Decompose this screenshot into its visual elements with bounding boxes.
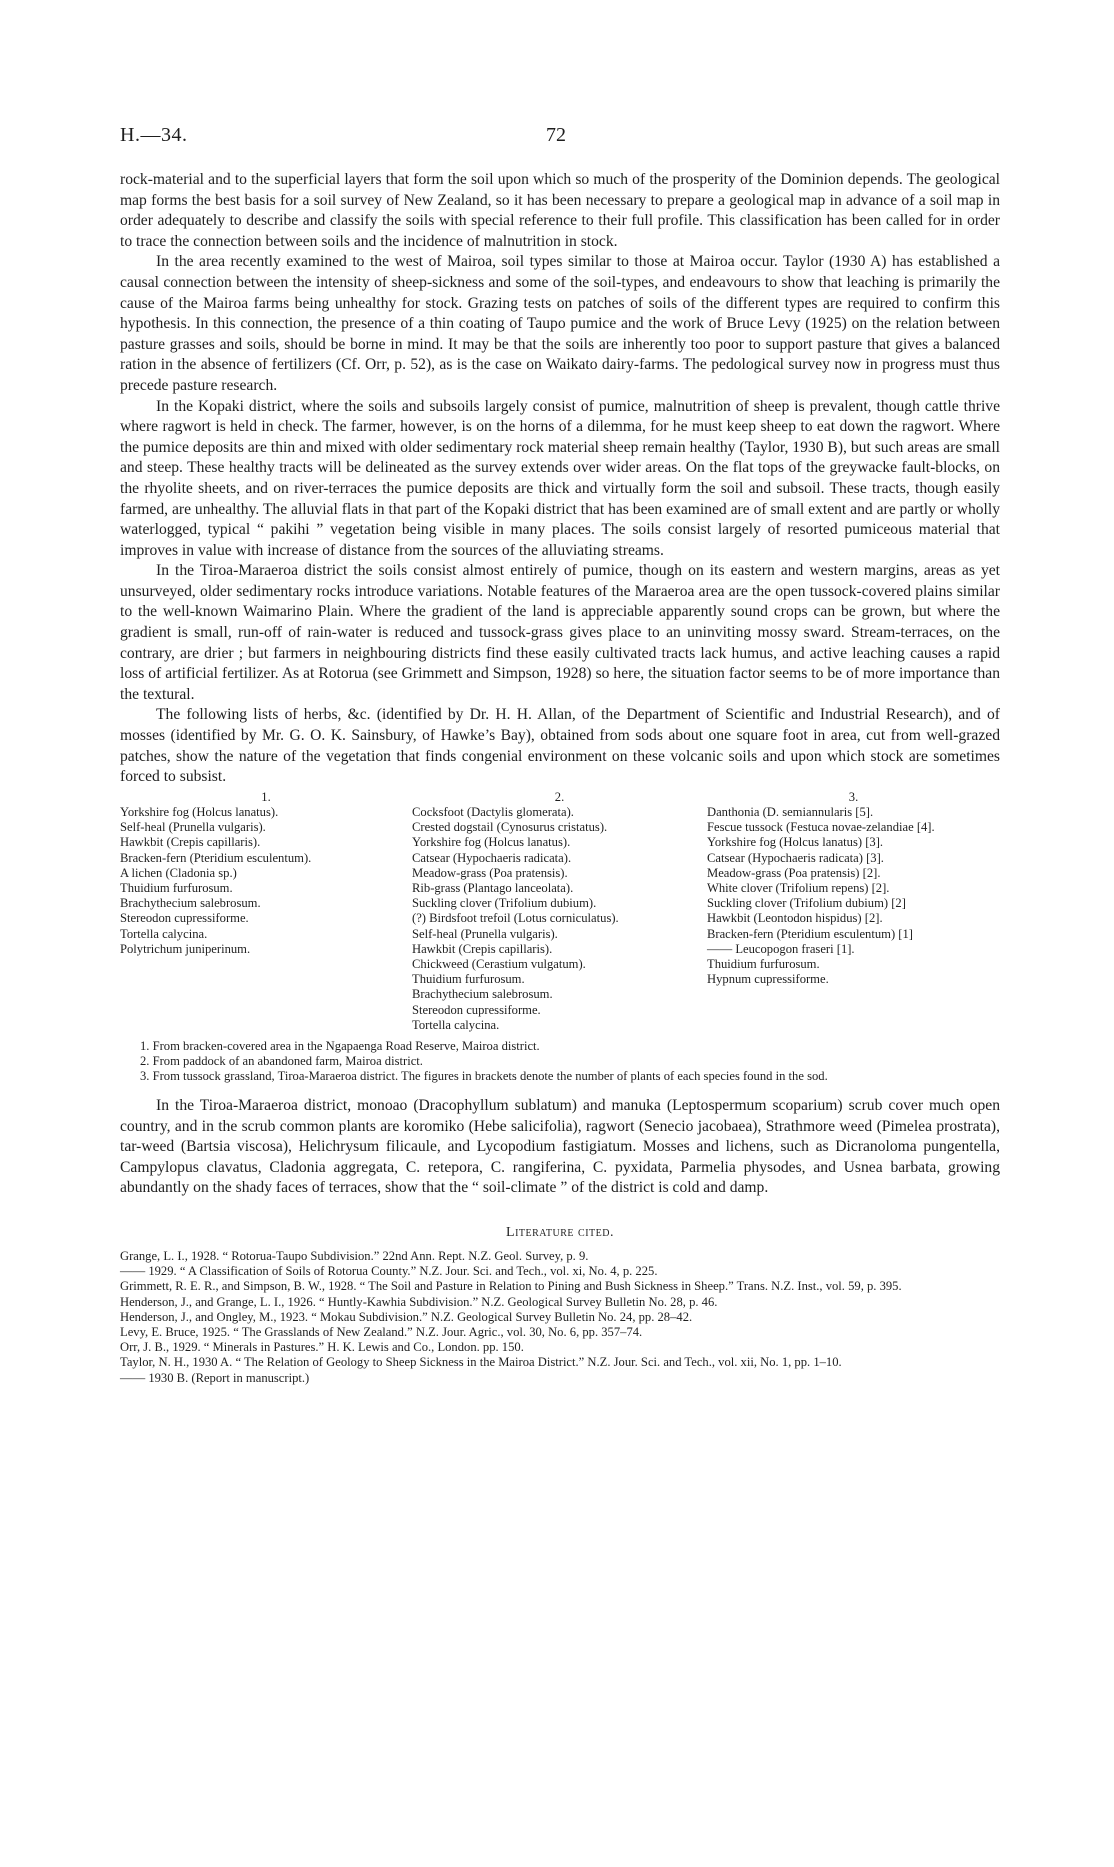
reference-item: Henderson, J., and Grange, L. I., 1926. “ Huntly-Kawhia Subdivision.” N.Z. Geological Survey Bulletin No. 28, p. 46. (120, 1294, 718, 1309)
list-item: Crested dogstail (Cynosurus cristatus). (412, 820, 608, 835)
list-item: (?) Birdsfoot trefoil (Lotus corniculatus). (412, 911, 619, 926)
list-item: Danthonia (D. semiannularis [5]. (707, 805, 874, 820)
reference-item: Taylor, N. H., 1930 A. “ The Relation of Geology to Sheep Sickness in the Mairoa District.” N.Z. Jour. Sci. and Tech., vol. xii, No. 1, pp. 1–10. (120, 1355, 842, 1370)
note-3: 3. From tussock grassland, Tiroa-Maraeroa district. The figures in brackets denote the number of plants of each species found in the sod. (140, 1069, 828, 1084)
list-item: Polytrichum juniperinum. (120, 941, 251, 956)
list-notes (120, 1039, 1000, 1084)
list-item: Yorkshire fog (Holcus lanatus) [3]. (707, 835, 884, 850)
literature-heading: Literature cited. (506, 1225, 614, 1241)
paragraph-4: In the Tiroa-Maraeroa district the soils consist almost entirely of pumice, though on its eastern and western margins, areas as yet unsurveyed, older sedimentary rocks introduce variations. Notable features of the Maraeroa area are the open tussock-covered plains similar to the well-known Waimarino Plain. Where the gradient of the land is appreciable apparently sound crops can be grown, but where the gradient is small, run-off of rain-water is reduced and tussock-grass gives place to an uninviting mossy sward. Stream-terraces, on the contrary, are drier ; but farmers in neighbouring districts find these easily cultivated tracts lack humus, and active leaching causes a rapid loss of artificial fertilizer. As at Rotorua (see Grimmett and Simpson, 1928) so here, the situation factor seems to be of more importance than the textural. (120, 562, 1000, 703)
list-item: Yorkshire fog (Holcus lanatus). (412, 835, 571, 850)
list-item: Cocksfoot (Dactylis glomerata). (412, 805, 574, 820)
list-item: Stereodon cupressiforme. (120, 911, 249, 926)
list-item: Bracken-fern (Pteridium esculentum) [1] (707, 926, 913, 941)
list-item: Bracken-fern (Pteridium esculentum). (120, 850, 312, 865)
list-item: Suckling clover (Trifolium dubium) [2] (707, 896, 906, 911)
paragraph-2: In the area recently examined to the west of Mairoa, soil types similar to those at Mairoa occur. Taylor (1930 A) has established a causal connection between the intensity of sheep-sickness and some of the soil-types, and endeavours to show that leaching is primarily the cause of the Mairoa farms being unhealthy for stock. Grazing tests on patches of soils of the different types are required to confirm this hypothesis. In this connection, the presence of a thin coating of Taupo pumice and the work of Bruce Levy (1925) on the relation between pasture grasses and soils, should be borne in mind. It may be that the soils are inherently too poor to support pasture that gives a balanced ration in the absence of fertilizers (Cf. Orr, p. 52), as is the case on Waikato dairy-farms. The pedological survey now in progress must thus precede pasture research. (120, 253, 1000, 394)
reference-item: Levy, E. Bruce, 1925. “ The Grasslands of New Zealand.” N.Z. Jour. Agric., vol. 30, No. 6, pp. 357–74. (120, 1325, 643, 1340)
list-item: Tortella calycina. (120, 926, 208, 941)
page-number: 72 (546, 124, 566, 146)
document-body (120, 170, 1000, 1386)
reference-item: —— 1930 B. (Report in manuscript.) (120, 1370, 310, 1385)
reference-item: Grange, L. I., 1928. “ Rotorua-Taupo Subdivision.” 22nd Ann. Rept. N.Z. Geol. Survey, p. 9. (120, 1249, 589, 1264)
list-item: Thuidium furfurosum. (412, 972, 525, 987)
species-list-2 (412, 790, 707, 1033)
list-item: Stereodon cupressiforme. (412, 1002, 541, 1017)
list-item: Chickweed (Cerastium vulgatum). (412, 957, 586, 972)
list-item: Hawkbit (Crepis capillaris). (412, 941, 553, 956)
reference-list (120, 1249, 1000, 1386)
list-item: Fescue tussock (Festuca novae-zelandiae [4]. (707, 820, 935, 835)
list-item: Tortella calycina. (412, 1017, 500, 1032)
list-item: Yorkshire fog (Holcus lanatus). (120, 805, 279, 820)
reference-item: —— 1929. “ A Classification of Soils of Rotorua County.” N.Z. Jour. Sci. and Tech., vol. xi, No. 4, p. 225. (120, 1264, 658, 1279)
list-heading: 2. (554, 789, 565, 804)
list-item: Self-heal (Prunella vulgaris). (412, 926, 558, 941)
list-heading: 3. (848, 789, 859, 804)
closing-paragraph: In the Tiroa-Maraeroa district, monoao (Dracophyllum sublatum) and manuka (Leptospermum scoparium) scrub cover much open country, and in the scrub common plants are koromiko (Hebe salicifolia), ragwort (Senecio jacobaea), Strathmore weed (Pimelea prostrata), tar-weed (Bartsia viscosa), Helichrysum filicaule, and Lycopodium fastigiatum. Mosses and lichens, such as Dicranoloma pungentella, Campylopus clavatus, Cladonia aggregata, C. retepora, C. rangiferina, C. pyxidata, Parmelia physodes, and Usnea barbata, growing abundantly on the shady faces of terraces, show that the “ soil-climate ” of the district is cold and damp. (120, 1097, 1000, 1197)
note-2: 2. From paddock of an abandoned farm, Mairoa district. (140, 1054, 423, 1069)
list-item: Suckling clover (Trifolium dubium). (412, 896, 597, 911)
list-item: Meadow-grass (Poa pratensis). (412, 865, 568, 880)
list-item: Thuidium furfurosum. (120, 881, 233, 896)
paragraph-1: rock-material and to the superficial layers that form the soil upon which so much of the prosperity of the Dominion depends. The geological map forms the best basis for a soil survey of New Zealand, so it has been necessary to prepare a geological map in advance of a soil map in order adequately to describe and classify the soils with special reference to their full profile. This classification has been called for in order to trace the connection between soils and the incidence of malnutrition in stock. (120, 171, 1000, 250)
paragraph-5: The following lists of herbs, &c. (identified by Dr. H. H. Allan, of the Department of Scientific and Industrial Research), and of mosses (identified by Mr. G. O. K. Sainsbury, of Hawke’s Bay), obtained from sods about one square foot in area, cut from well-grazed patches, show the nature of the vegetation that finds congenial environment on these volcanic soils and upon which stock are sometimes forced to subsist. (120, 706, 1000, 786)
list-item: Brachythecium salebrosum. (120, 896, 261, 911)
note-1: 1. From bracken-covered area in the Ngapaenga Road Reserve, Mairoa district. (140, 1039, 540, 1054)
list-item: Meadow-grass (Poa pratensis) [2]. (707, 865, 881, 880)
list-item: Hypnum cupressiforme. (707, 972, 829, 987)
reference-item: Grimmett, R. E. R., and Simpson, B. W., 1928. “ The Soil and Pasture in Relation to Pining and Bush Sickness in Sheep.” Trans. N.Z. Inst., vol. 59, p. 395. (120, 1279, 902, 1294)
paragraph-3: In the Kopaki district, where the soils and subsoils largely consist of pumice, malnutrition of sheep is prevalent, though cattle thrive where ragwort is held in check. The farmer, however, is on the horns of a dilemma, for he must keep sheep to eat down the ragwort. Where the pumice deposits are thin and mixed with older sedimentary rock material sheep remain healthy (Taylor, 1930 B), but such areas are small and steep. These healthy tracts will be delineated as the survey extends over wider areas. On the flat tops of the greywacke fault-blocks, on the rhyolite sheets, and on river-terraces the pumice deposits are thick and virtually form the soil and subsoil. These tracts, though easily farmed, are unhealthy. The alluvial flats in that part of the Kopaki district that has been examined are of small extent and are partly or wholly waterlogged, typical “ pakihi ” vegetation being visible in many places. The soils consist largely of resorted pumiceous material that improves in value with increase of distance from the sources of the alluviating streams. (120, 397, 1000, 559)
page-id: H.—34. (120, 124, 188, 146)
list-item: Catsear (Hypochaeris radicata) [3]. (707, 850, 884, 865)
species-list-1 (120, 790, 412, 1033)
list-item: Brachythecium salebrosum. (412, 987, 553, 1002)
species-lists (120, 790, 1000, 1033)
list-item: Self-heal (Prunella vulgaris). (120, 820, 266, 835)
species-list-3 (707, 790, 1000, 1033)
reference-item: Henderson, J., and Ongley, M., 1923. “ Mokau Subdivision.” N.Z. Geological Survey Bulletin No. 24, pp. 28–42. (120, 1309, 693, 1324)
list-item: Hawkbit (Crepis capillaris). (120, 835, 261, 850)
list-item: Hawkbit (Leontodon hispidus) [2]. (707, 911, 883, 926)
reference-item: Orr, J. B., 1929. “ Minerals in Pastures.” H. K. Lewis and Co., London. pp. 150. (120, 1340, 524, 1355)
list-item: A lichen (Cladonia sp.) (120, 865, 237, 880)
list-item: White clover (Trifolium repens) [2]. (707, 881, 890, 896)
list-item: Thuidium furfurosum. (707, 957, 820, 972)
list-item: —— Leucopogon fraseri [1]. (707, 941, 855, 956)
list-heading: 1. (261, 789, 271, 804)
list-item: Catsear (Hypochaeris radicata). (412, 850, 572, 865)
list-item: Rib-grass (Plantago lanceolata). (412, 881, 574, 896)
